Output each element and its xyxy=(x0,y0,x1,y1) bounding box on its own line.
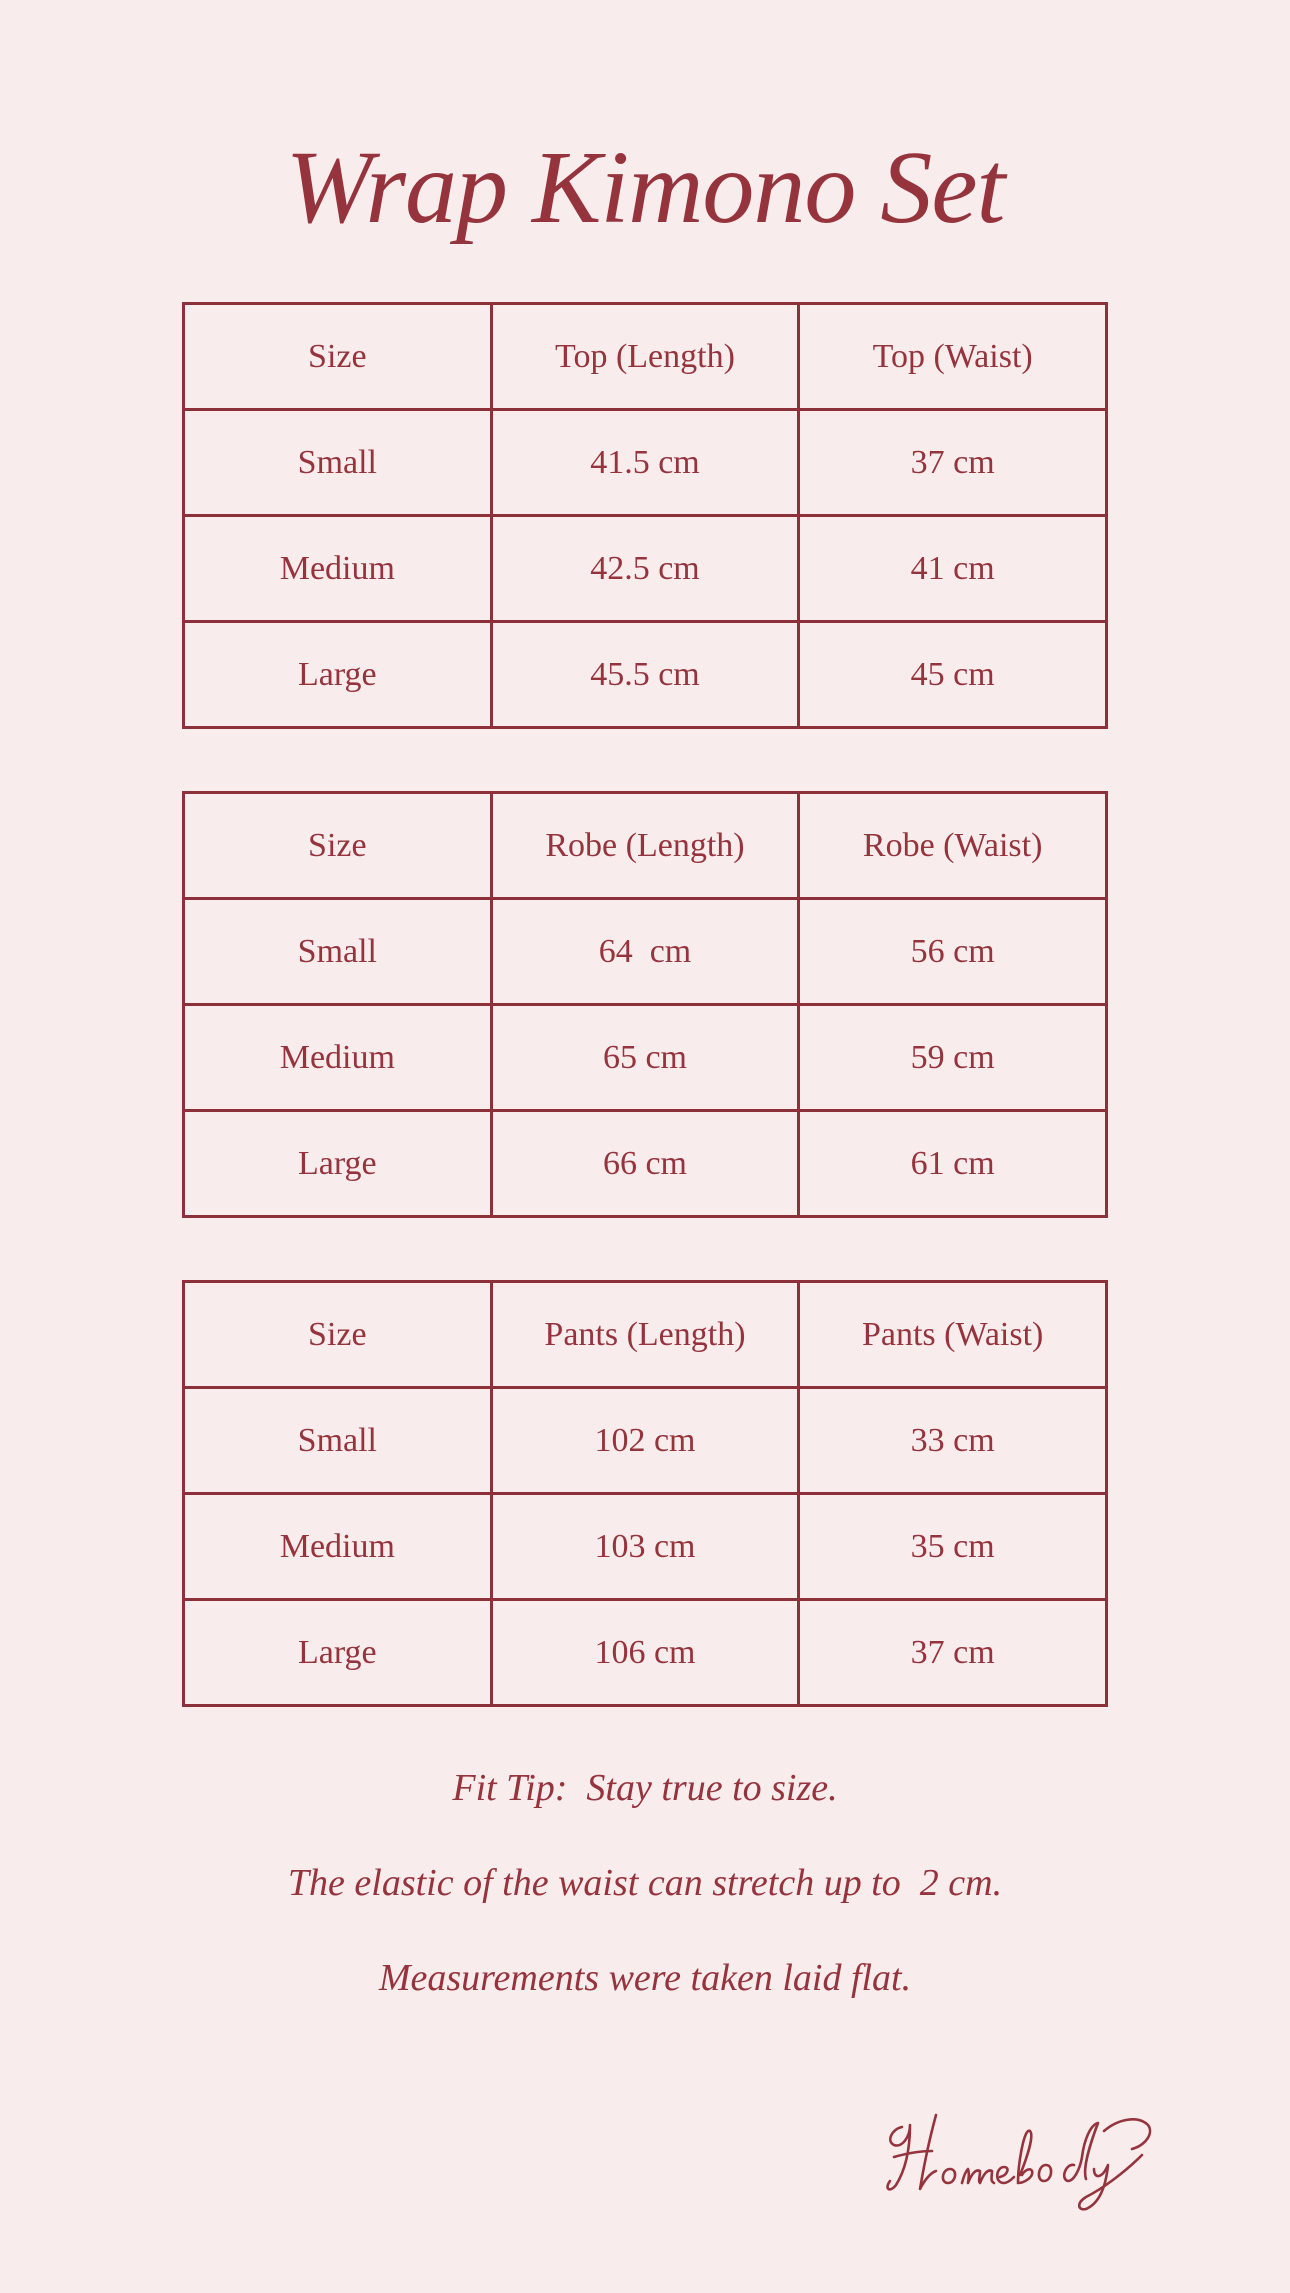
header-cell: Robe (Length) xyxy=(491,793,799,899)
table-row xyxy=(184,516,1107,622)
homebody-logo xyxy=(880,2085,1160,2215)
header-cell: Top (Length) xyxy=(491,304,799,410)
length-cell: 106 cm xyxy=(491,1600,799,1706)
header-cell: Size xyxy=(184,793,492,899)
size-cell: Medium xyxy=(184,1005,492,1111)
header-cell: Pants (Length) xyxy=(491,1282,799,1388)
length-cell: 65 cm xyxy=(491,1005,799,1111)
pants-size-table xyxy=(182,1280,1108,1707)
measurement-note: Measurements were taken laid flat. xyxy=(378,1957,912,1999)
length-cell: 102 cm xyxy=(491,1388,799,1494)
waist-cell: 37 cm xyxy=(799,1600,1107,1706)
table-row xyxy=(184,1111,1107,1217)
size-cell: Large xyxy=(184,622,492,728)
header-cell: Top (Waist) xyxy=(799,304,1107,410)
header-cell: Robe (Waist) xyxy=(799,793,1107,899)
size-cell: Medium xyxy=(184,1494,492,1600)
waist-cell: 59 cm xyxy=(799,1005,1107,1111)
length-cell: 45.5 cm xyxy=(491,622,799,728)
table-row xyxy=(184,410,1107,516)
fit-tip-note: Fit Tip: Stay true to size. xyxy=(452,1767,838,1809)
waist-cell: 56 cm xyxy=(799,899,1107,1005)
table-row xyxy=(184,899,1107,1005)
page-title: Wrap Kimono Set xyxy=(285,130,1005,245)
size-cell: Large xyxy=(184,1111,492,1217)
top-size-table xyxy=(182,302,1108,729)
header-cell: Size xyxy=(184,1282,492,1388)
table-row xyxy=(184,622,1107,728)
waist-cell: 35 cm xyxy=(799,1494,1107,1600)
table-row xyxy=(184,1388,1107,1494)
table-row xyxy=(184,1494,1107,1600)
table-header-row xyxy=(184,1282,1107,1388)
size-cell: Small xyxy=(184,899,492,1005)
table-row xyxy=(184,1005,1107,1111)
header-cell: Pants (Waist) xyxy=(799,1282,1107,1388)
robe-size-table xyxy=(182,791,1108,1218)
waist-cell: 33 cm xyxy=(799,1388,1107,1494)
waist-cell: 41 cm xyxy=(799,516,1107,622)
elastic-note: The elastic of the waist can stretch up to 2 cm. xyxy=(287,1862,1003,1904)
size-cell: Medium xyxy=(184,516,492,622)
length-cell: 42.5 cm xyxy=(491,516,799,622)
waist-cell: 37 cm xyxy=(799,410,1107,516)
size-cell: Small xyxy=(184,410,492,516)
waist-cell: 45 cm xyxy=(799,622,1107,728)
size-cell: Large xyxy=(184,1600,492,1706)
size-cell: Small xyxy=(184,1388,492,1494)
table-header-row xyxy=(184,304,1107,410)
length-cell: 64 cm xyxy=(491,899,799,1005)
waist-cell: 61 cm xyxy=(799,1111,1107,1217)
table-row xyxy=(184,1600,1107,1706)
header-cell: Size xyxy=(184,304,492,410)
length-cell: 66 cm xyxy=(491,1111,799,1217)
length-cell: 103 cm xyxy=(491,1494,799,1600)
length-cell: 41.5 cm xyxy=(491,410,799,516)
table-header-row xyxy=(184,793,1107,899)
